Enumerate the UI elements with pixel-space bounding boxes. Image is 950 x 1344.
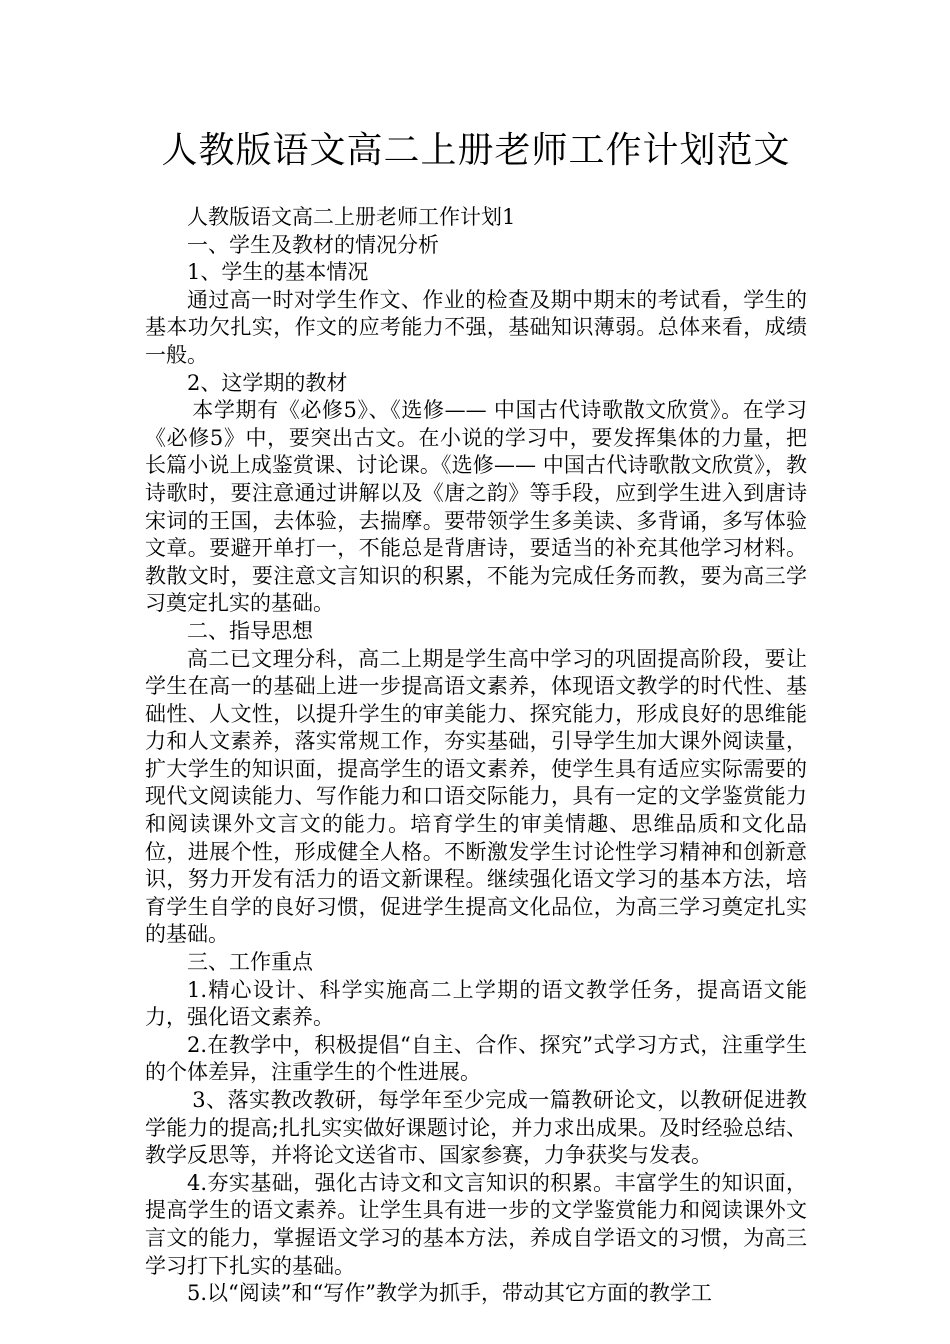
focus-item-5: 5.以“阅读”和“写作”教学为抓手，带动其它方面的教学工 <box>187 1281 712 1306</box>
plan-subtitle: 人教版语文高二上册老师工作计划1 <box>187 205 516 229</box>
paragraph-students: 通过高一时对学生作文、作业的检查及期中期末的考试看，学生的基本功欠扎实，作文的应考能力不强，基础知识薄弱。总体来看，成绩一般。 <box>145 287 807 367</box>
focus-item-4: 4.夯实基础，强化古诗文和文言知识的积累。丰富学生的知识面，提高学生的语文素养。让学生具有进一步的文学鉴赏能力和阅读课外文言文的能力，掌握语文学习的基本方法，养成自学语文的习惯，为高三学习打下扎实的基础。 <box>145 1170 807 1278</box>
focus-item-2: 2.在教学中，积极提倡“自主、合作、探究”式学习方式，注重学生的个体差异，注重学生的个性进展。 <box>145 1032 807 1085</box>
subheading-students: 1、学生的基本情况 <box>187 260 369 285</box>
section-heading-analysis: 一、学生及教材的情况分析 <box>187 232 439 257</box>
paragraph-textbook: 本学期有《必修5》、《选修—— 中国古代诗歌散文欣赏》。在学习《必修5》中，要突出古文。在小说的学习中，要发挥集体的力量，把长篇小说上成鉴赏课、讨论课。《选修—— 中国古代诗歌散文欣赏》，教诗歌时，要注意通过讲解以及《唐之韵》等手段，应到学生进入到唐诗宋词的王国，去体验，去揣摩。要带领学生多美读、多背诵，多写体验文章。要避开单打一，不能总是背唐诗，要适当的补充其他学习材料。教散文时，要注意文言知识的积累，不能为完成任务而教，要为高三学习奠定扎实的基础。 <box>145 398 807 616</box>
document-page <box>145 128 807 1308</box>
focus-item-1: 1.精心设计、科学实施高二上学期的语文教学任务，提高语文能力，强化语文素养。 <box>145 977 807 1030</box>
section-heading-focus: 三、工作重点 <box>187 950 313 975</box>
focus-item-3: 3、落实教改教研，每学年至少完成一篇教研论文，以教研促进教学能力的提高;扎扎实实做好课题讨论，并力求出成果。及时经验总结、教学反思等，并将论文送省市、国家参赛，力争获奖与发表。 <box>145 1088 807 1168</box>
paragraph-guidance: 高二已文理分科，高二上期是学生高中学习的巩固提高阶段，要让学生在高一的基础上进一步提高语文素养，体现语文教学的时代性、基础性、人文性，以提升学生的审美能力、探究能力，形成良好的思维能力和人文素养，落实常规工作，夯实基础，引导学生加大课外阅读量，扩大学生的知识面，提高学生的语文素养，使学生具有适应实际需要的现代文阅读能力、写作能力和口语交际能力，具有一定的文学鉴赏能力和阅读课外文言文的能力。培育学生的审美情趣、思维品质和文化品位，进展个性，形成健全人格。不断激发学生讨论性学习精神和创新意识，努力开发有活力的语文新课程。继续强化语文学习的基本方法，培育学生自学的良好习惯，促进学生提高文化品位，为高三学习奠定扎实的基础。 <box>145 646 807 947</box>
document-title: 人教版语文高二上册老师工作计划范文 <box>161 130 791 171</box>
section-heading-guidance: 二、指导思想 <box>187 618 313 643</box>
subheading-textbook: 2、这学期的教材 <box>187 370 348 395</box>
